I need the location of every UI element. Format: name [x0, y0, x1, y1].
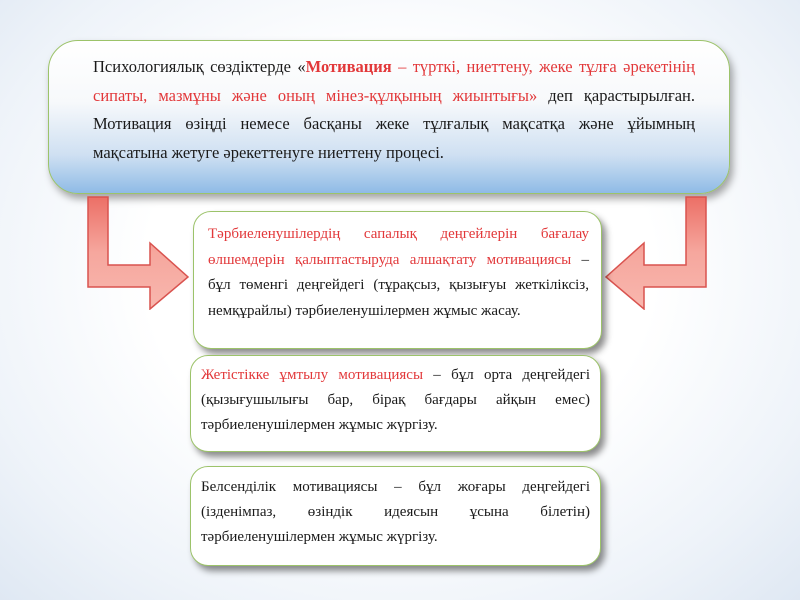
definition-meaning: – түрткі, ниеттену, жеке тұлға әрекетінің сипаты, мазмұны және оның мінез-құлқының жиынтығы» — [93, 57, 695, 105]
low-level-card — [193, 211, 602, 349]
mid-level-card — [190, 355, 601, 452]
definition-text-part: Психологиялық сөздіктерде « — [93, 57, 306, 76]
low-level-text — [208, 222, 589, 324]
high-level-card — [190, 466, 601, 566]
bent-arrow-right-icon — [84, 195, 194, 310]
definition-text-part: деп қарастырылған. Мотивация өзіңді немесе басқаны жеке тұлғалық мақсатқа және ұйымның мақсатына жетуге әрекеттенуге ниеттену процесі. — [93, 85, 695, 162]
low-level-description: – бұл төменгі деңгейдегі (тұрақсыз, қызығуы жеткіліксіз, немқұрайлы) тәрбиеленушілермен жұмыс жасау. — [208, 251, 590, 319]
low-level-title: Тәрбиеленушілердің сапалық деңгейлерін бағалау өлшемдерін қалыптастыруда алшақтату мотивациясы — [208, 226, 589, 268]
mid-level-description: – бұл орта деңгейдегі (қызығушылығы бар, бірақ бағдары айқын емес) тәрбиеленушілермен жұмыс жүргізу. — [201, 367, 590, 433]
mid-level-title: Жетістікке ұмтылу мотивациясы — [201, 367, 424, 383]
definition-term: Мотивация — [305, 57, 392, 76]
bent-arrow-left-icon — [600, 195, 710, 310]
definition-box — [48, 40, 730, 194]
definition-text — [93, 53, 695, 167]
mid-level-text — [201, 363, 590, 438]
high-level-text: Белсенділік мотивациясы – бұл жоғары деңгейдегі (ізденімпаз, өзіндік идеясын ұсына білетін) тәрбиеленушілермен жұмыс жүргізу. — [201, 479, 590, 545]
